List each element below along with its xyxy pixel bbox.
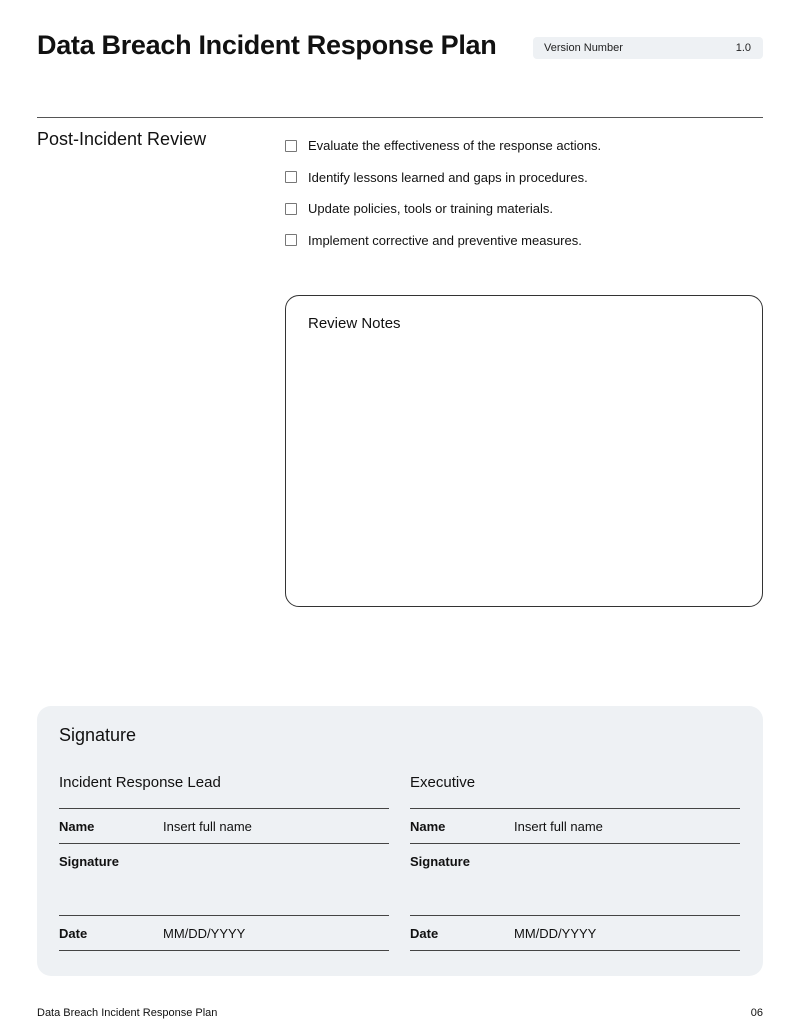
name-field[interactable]: Insert full name — [514, 818, 603, 834]
version-label: Version Number — [544, 42, 623, 54]
checkbox[interactable] — [285, 234, 297, 246]
checklist-item — [285, 193, 601, 225]
date-label: Date — [59, 925, 88, 941]
signer-role: Incident Response Lead — [59, 774, 221, 791]
signature-heading: Signature — [59, 725, 137, 745]
page-title: Data Breach Incident Response Plan — [37, 30, 497, 60]
date-field[interactable]: MM/DD/YYYY — [514, 925, 597, 941]
date-field[interactable]: MM/DD/YYYY — [163, 925, 246, 941]
signer-executive — [410, 774, 740, 951]
name-label: Name — [59, 818, 95, 834]
checklist-item-label: Implement corrective and preventive measures. — [308, 232, 582, 248]
section-title: Post-Incident Review — [37, 129, 207, 149]
date-row — [59, 915, 389, 951]
signer-incident-response-lead — [59, 774, 389, 951]
signature-row[interactable] — [59, 843, 389, 915]
date-label: Date — [410, 925, 439, 941]
checklist-item — [285, 225, 601, 257]
signature-row[interactable] — [410, 843, 740, 915]
checkbox[interactable] — [285, 140, 297, 152]
version-value: 1.0 — [735, 42, 751, 54]
checkbox[interactable] — [285, 171, 297, 183]
signature-label: Signature — [410, 854, 470, 869]
footer-doc-name: Data Breach Incident Response Plan — [37, 1007, 218, 1019]
signature-label: Signature — [59, 854, 119, 869]
version-number-field[interactable] — [533, 37, 763, 59]
checkbox[interactable] — [285, 203, 297, 215]
name-row — [59, 808, 389, 843]
checklist-item-label: Identify lessons learned and gaps in procedures. — [308, 169, 588, 185]
header-divider — [37, 117, 763, 118]
review-notes-label: Review Notes — [308, 315, 401, 332]
name-row — [410, 808, 740, 843]
checklist-item — [285, 130, 601, 162]
footer-page-number: 06 — [750, 1007, 763, 1019]
checklist-item-label: Evaluate the effectiveness of the response actions. — [308, 138, 602, 154]
name-label: Name — [410, 818, 446, 834]
checklist-item — [285, 162, 601, 194]
review-notes-field[interactable] — [285, 295, 763, 607]
signer-role: Executive — [410, 774, 476, 791]
signature-panel — [37, 706, 763, 976]
date-row — [410, 915, 740, 951]
name-field[interactable]: Insert full name — [163, 818, 252, 834]
checklist-item-label: Update policies, tools or training materials. — [308, 201, 553, 217]
review-checklist — [285, 130, 601, 256]
